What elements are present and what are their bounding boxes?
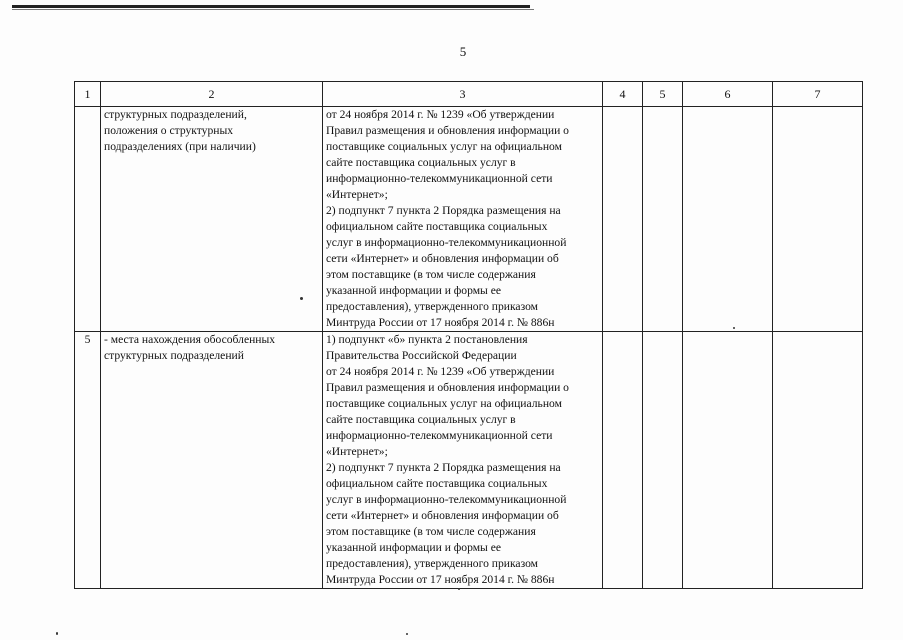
empty-cell [683, 332, 773, 589]
scan-top-line [12, 9, 534, 10]
text-line: этом поставщике (в том числе содержания [326, 525, 536, 538]
table-header-row [75, 82, 863, 107]
text-line: сайте поставщика социальных услуг в [326, 413, 516, 426]
header-cell: 3 [323, 82, 603, 107]
text-line: от 24 ноября 2014 г. № 1239 «Об утверждении [326, 108, 555, 121]
text-line: 2) подпункт 7 пункта 2 Порядка размещения на [326, 461, 561, 474]
text-line: - места нахождения обособленных [104, 333, 276, 346]
empty-cell [773, 107, 863, 332]
requirement-cell [101, 332, 323, 589]
text-line: «Интернет»; [326, 188, 388, 201]
document-table [74, 81, 863, 589]
text-line: 2) подпункт 7 пункта 2 Порядка размещения на [326, 204, 561, 217]
header-cell: 5 [643, 82, 683, 107]
page-number: 5 [459, 44, 467, 59]
text-line: Правил размещения и обновления информации о [326, 124, 569, 137]
requirement-text [104, 332, 319, 364]
scan-speck [733, 327, 735, 329]
row-number-cell: 5 [75, 332, 101, 589]
legal-basis-cell [323, 332, 603, 589]
text-line: поставщике социальных услуг на официальном [326, 140, 562, 153]
text-line: указанной информации и формы ее [326, 284, 502, 297]
text-line: официальном сайте поставщика социальных [326, 220, 548, 233]
text-line: официальном сайте поставщика социальных [326, 477, 548, 490]
header-cell: 6 [683, 82, 773, 107]
scan-speck [406, 633, 408, 635]
empty-cell [603, 332, 643, 589]
text-line: Минтруда России от 17 ноября 2014 г. № 886н [326, 316, 555, 329]
text-line: подразделениях (при наличии) [104, 140, 256, 153]
text-line: от 24 ноября 2014 г. № 1239 «Об утверждении [326, 365, 555, 378]
legal-basis-cell [323, 107, 603, 332]
scan-speck [56, 632, 58, 635]
requirement-text [104, 107, 319, 155]
text-line: информационно-телекоммуникационной сети [326, 172, 553, 185]
text-line: Правительства Российской Федерации [326, 349, 517, 362]
text-line: информационно-телекоммуникационной сети [326, 429, 553, 442]
header-cell: 7 [773, 82, 863, 107]
table-row [75, 107, 863, 332]
scan-speck [458, 588, 460, 590]
text-line: услуг в информационно-телекоммуникационной [326, 493, 567, 506]
empty-cell [643, 332, 683, 589]
text-line: структурных подразделений [104, 349, 244, 362]
text-line: 1) подпункт «б» пункта 2 постановления [326, 333, 528, 346]
requirement-cell [101, 107, 323, 332]
text-line: сайте поставщика социальных услуг в [326, 156, 516, 169]
empty-cell [773, 332, 863, 589]
header-cell: 2 [101, 82, 323, 107]
text-line: поставщике социальных услуг на официальном [326, 397, 562, 410]
text-line: услуг в информационно-телекоммуникационной [326, 236, 567, 249]
text-line: предоставления), утвержденного приказом [326, 557, 538, 570]
empty-cell [643, 107, 683, 332]
text-line: указанной информации и формы ее [326, 541, 502, 554]
empty-cell [683, 107, 773, 332]
scan-speck [300, 297, 303, 300]
header-cell: 4 [603, 82, 643, 107]
text-line: сети «Интернет» и обновления информации об [326, 252, 559, 265]
scan-top-bar [12, 5, 530, 8]
text-line: Минтруда России от 17 ноября 2014 г. № 886н [326, 573, 555, 586]
header-cell: 1 [75, 82, 101, 107]
legal-basis-text [326, 107, 599, 331]
legal-basis-text [326, 332, 599, 588]
empty-cell [603, 107, 643, 332]
text-line: этом поставщике (в том числе содержания [326, 268, 536, 281]
text-line: положения о структурных [104, 124, 234, 137]
text-line: структурных подразделений, [104, 108, 247, 121]
text-line: предоставления), утвержденного приказом [326, 300, 538, 313]
table-row [75, 332, 863, 589]
text-line: Правил размещения и обновления информации о [326, 381, 569, 394]
text-line: «Интернет»; [326, 445, 388, 458]
row-number-cell [75, 107, 101, 332]
text-line: сети «Интернет» и обновления информации об [326, 509, 559, 522]
